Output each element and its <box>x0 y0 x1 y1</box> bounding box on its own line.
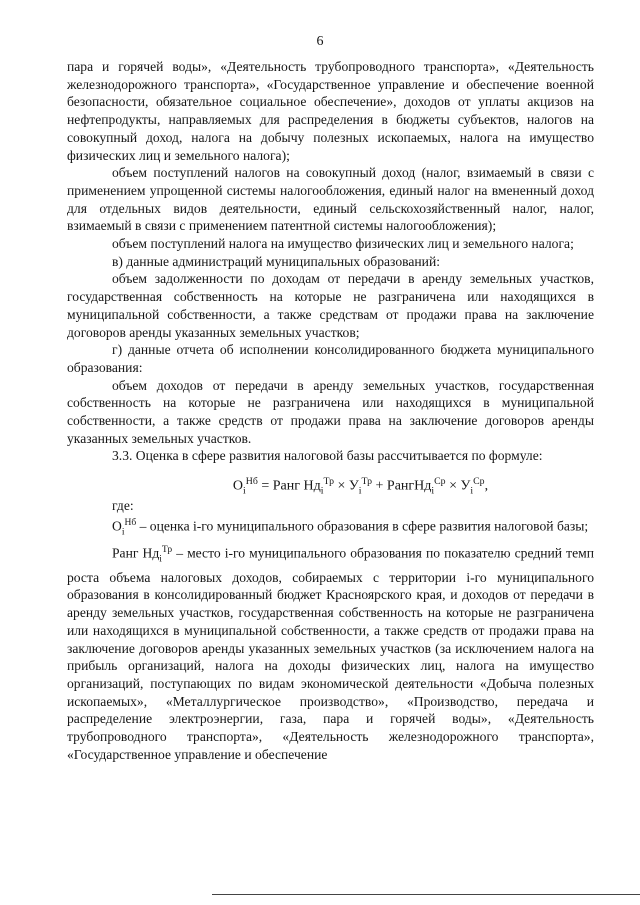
paragraph-item-v: в) данные администраций муниципальных образований: <box>112 253 440 269</box>
paragraph-aggregate-income-tax: объем поступлений налогов на совокупный доход (налог, взимаемый в связи с применением упрощенной системы налогообложения, единый налог на вмененный доход для отдельных видов деятельности, единый сельскохозяйственный налог, налог, взимаемый в связи с применением патентной системы налогообложения); <box>67 165 594 234</box>
footer-rule <box>212 894 640 895</box>
where-label: где: <box>112 498 134 514</box>
paragraph-continuation: пара и горячей воды», «Деятельность трубопроводного транспорта», «Деятельность железнодорожного транспорта», «Государственное управление и обеспечение военной безопасности, обязательное социальное обеспечение», доходов от уплаты акцизов на нефтепродукты, направляемых для распределения в бюджеты субъектов, налогов на совокупный доход, налога на добычу полезных ископаемых, налога на имущество физических лиц и земельного налога); <box>67 59 594 163</box>
document-body <box>67 58 594 764</box>
paragraph-item-g: г) данные отчета об исполнении консолидированного бюджета муниципального образования: <box>67 342 594 375</box>
formula: $О_i^{Нб}$ = Ранг $Нд_i^{Тр} \times У_i^{Тр}$ + РангНд$_i^{Ср}$ × $У_i^{Ср}$, <box>232 476 489 497</box>
paragraph-land-debt: объем задолженности по доходам от передачи в аренду земельных участков, государственная собственность на которые не разграничена или находящихся в муниципальной собственности, а также средствам от продажи права на заключение договоров аренды указанных земельных участков; <box>67 271 594 340</box>
page-number: 6 <box>316 34 324 49</box>
definition-score: $О_i^{Нб}$ – оценка i-го муниципального образования в сфере развития налоговой базы; <box>112 517 589 538</box>
paragraph-section-3-3: 3.3. Оценка в сфере развития налоговой базы рассчитывается по формуле: <box>112 448 543 464</box>
definition-rank-growth: Ранг $Нд_i^{Тр}$ – место i-го муниципального образования по показателю средний темп роста объема налоговых доходов, собираемых с территории i-го муниципального образования в консолидированный бюджет Красноярского края, и доходов от передачи в аренду земельных участков, государственная собственность на которые не разграничена или находящихся в муниципальной собственности, а также средств от продажи права на заключение договоров аренды указанных земельных участков (за исключением налога на прибыль организаций, налога на доходы физических лиц, налога на имущество организаций, поступающих по видам экономической деятельности «Добыча полезных ископаемых», «Металлургическое производство», «Производство, передача и распределение электроэнергии, газа, пара и горячей воды», «Деятельность трубопроводного транспорта», «Деятельность железнодорожного транспорта», «Государственное управление и обеспечение <box>67 544 594 762</box>
paragraph-land-lease-income: объем доходов от передачи в аренду земельных участков, государственная собственность на которые не разграничена или находящихся в муниципальной собственности, а также средств от продажи права на заключение договоров аренды указанных земельных участков. <box>67 377 594 446</box>
paragraph-property-land-tax: объем поступлений налога на имущество физических лиц и земельного налога; <box>112 236 574 252</box>
